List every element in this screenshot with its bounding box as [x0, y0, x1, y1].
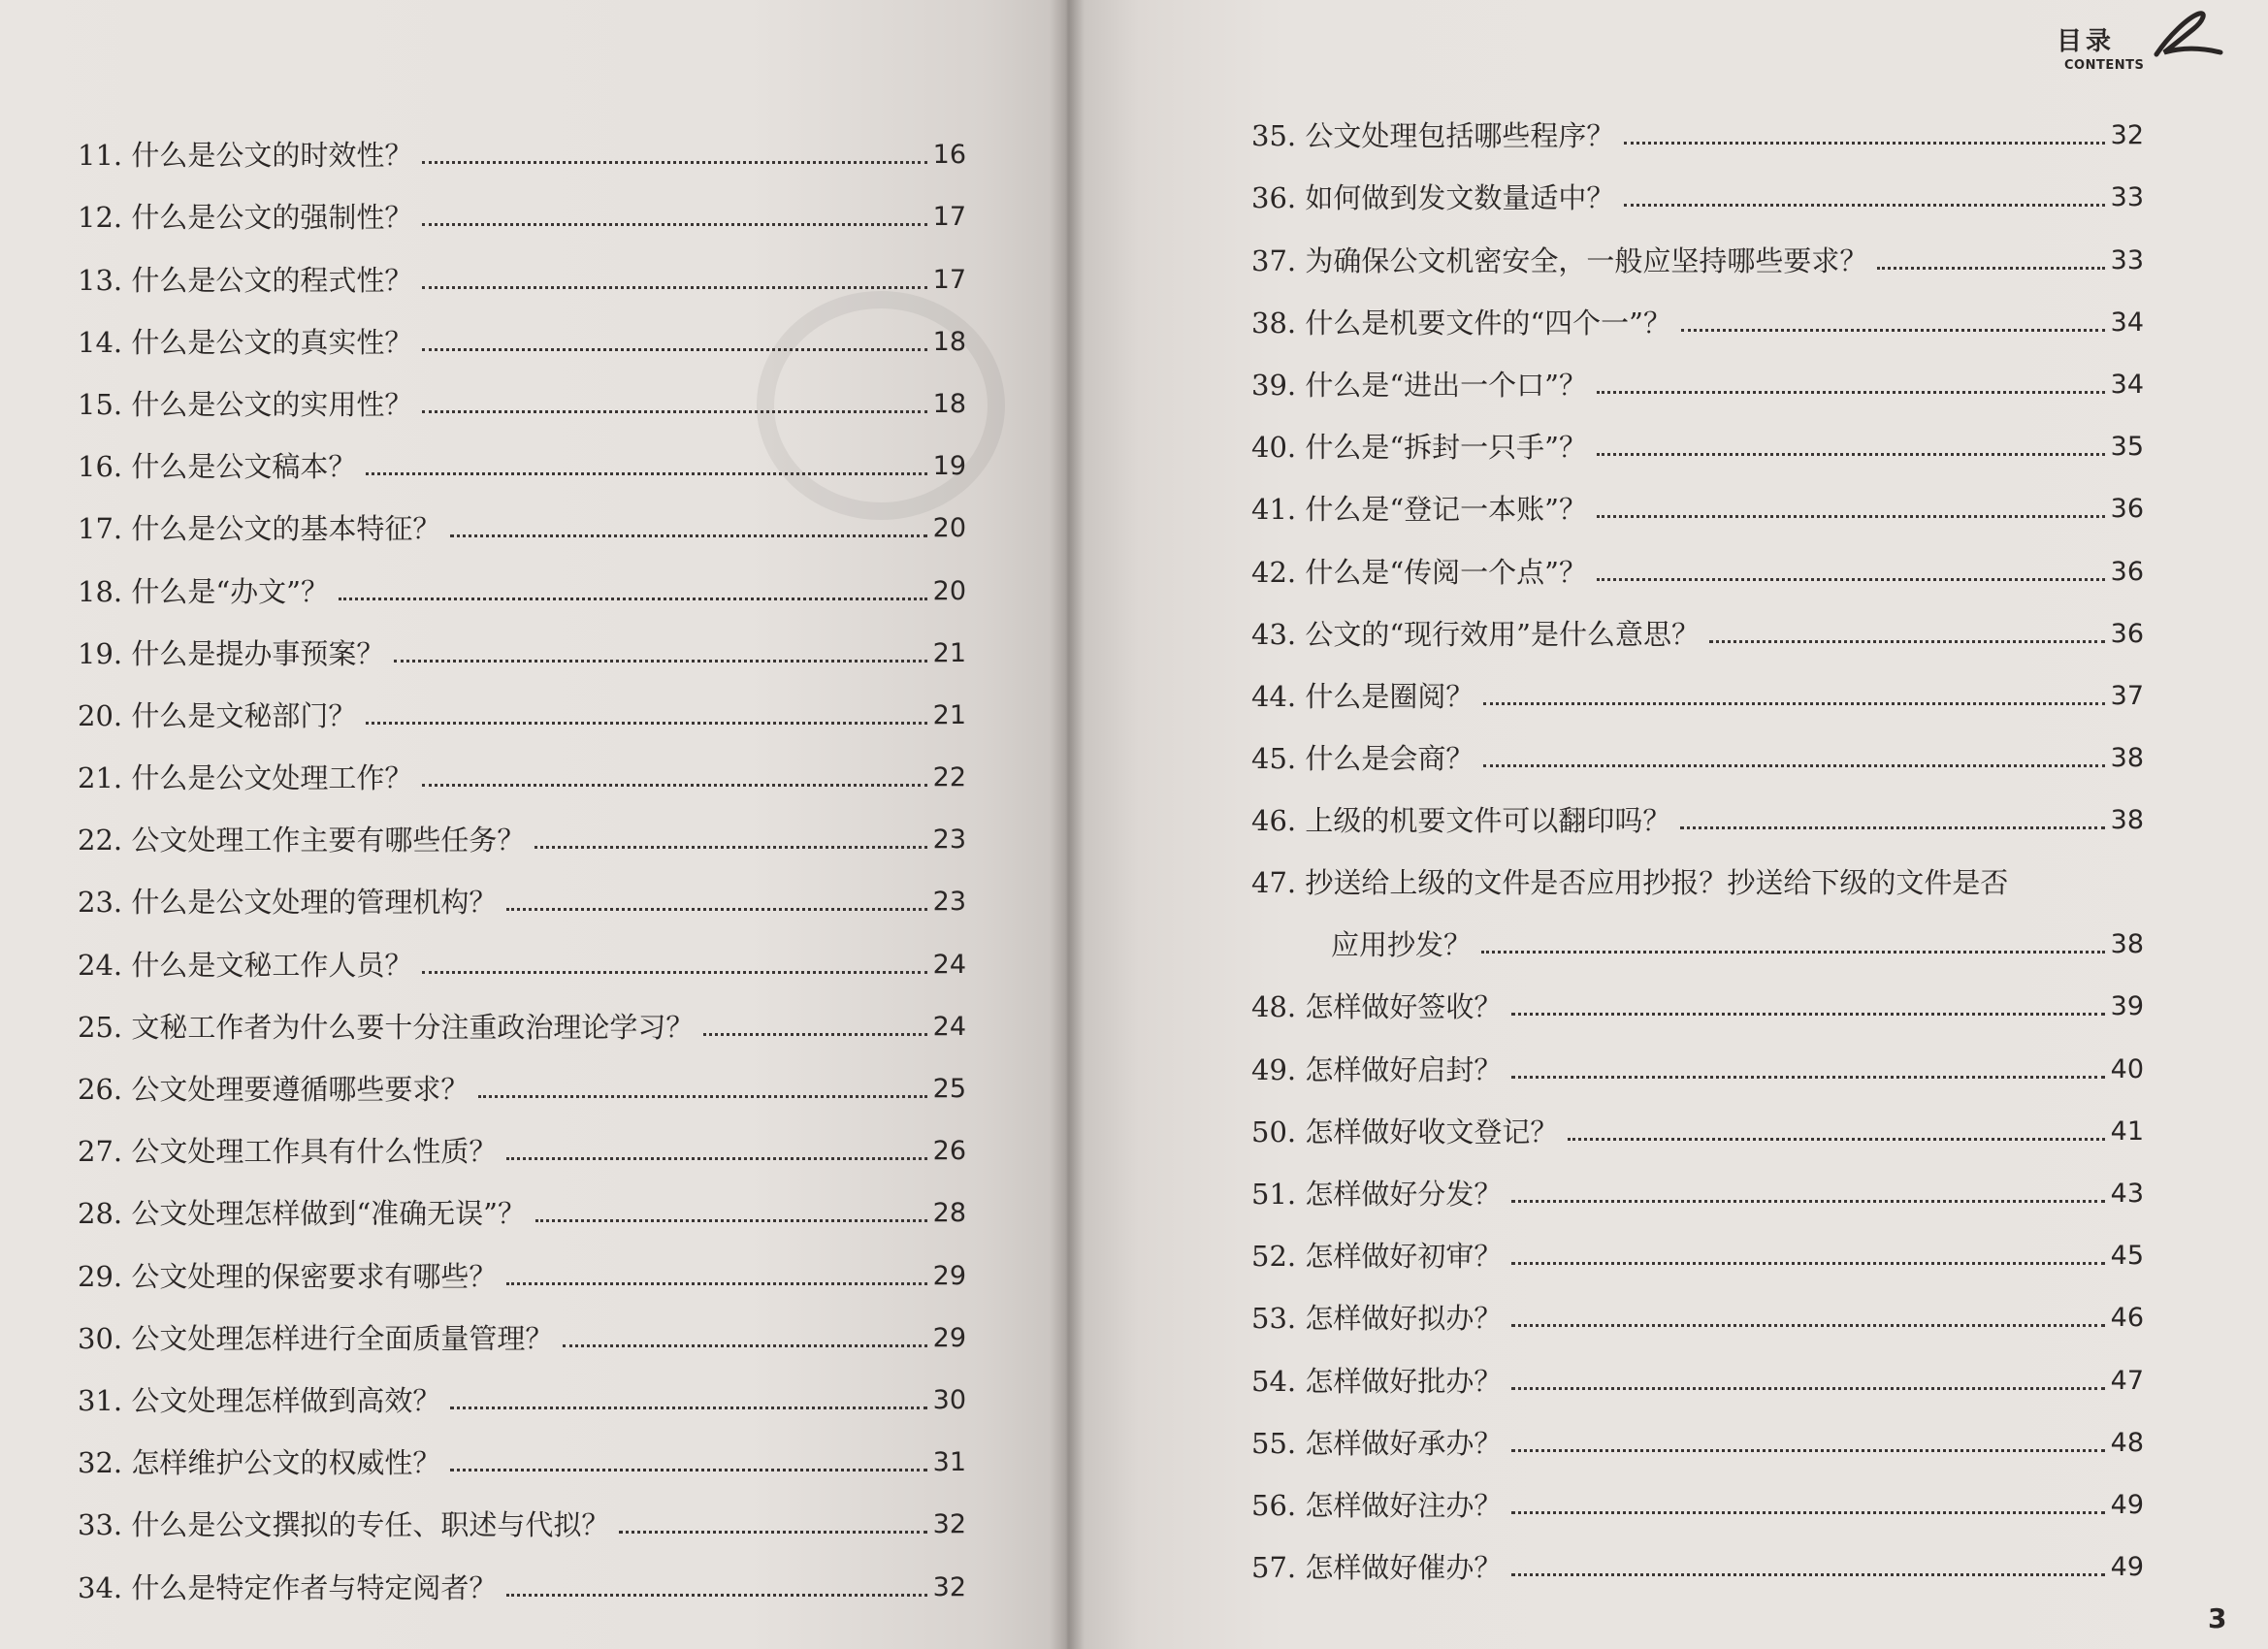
toc-entry[interactable] [78, 1237, 970, 1299]
toc-entry-page: 46 [2110, 1303, 2144, 1334]
toc-entry[interactable] [1251, 658, 2144, 720]
toc-entry[interactable] [78, 1424, 970, 1486]
left-toc-list [78, 116, 970, 1611]
dot-leader [1483, 702, 2104, 705]
toc-entry-title: 21. 什么是公文处理工作？ [78, 761, 413, 795]
page-header-subtitle: CONTENTS [2064, 58, 2145, 73]
toc-entry-title: 25. 文秘工作者为什么要十分注重政治理论学习？ [78, 1010, 695, 1044]
toc-entry-title: 53. 怎样做好拟办？ [1251, 1302, 1503, 1336]
toc-entry-page: 32 [2110, 120, 2144, 151]
toc-entry[interactable] [78, 1486, 970, 1548]
toc-entry-wrapped[interactable] [1251, 844, 2144, 968]
toc-entry[interactable] [1251, 1217, 2144, 1279]
dot-leader [339, 598, 927, 600]
toc-entry[interactable] [1251, 221, 2144, 283]
toc-entry-page: 29 [932, 1260, 966, 1291]
toc-entry-title: 30. 公文处理怎样进行全面质量管理？ [78, 1321, 554, 1355]
toc-entry-page: 32 [932, 1571, 966, 1602]
toc-entry-title: 36. 如何做到发文数量适中？ [1251, 181, 1615, 215]
toc-entry[interactable] [78, 552, 970, 614]
toc-entry-page: 49 [2110, 1489, 2144, 1520]
dot-leader [535, 1219, 927, 1222]
toc-entry-page: 20 [932, 513, 966, 544]
dot-leader [506, 1157, 926, 1160]
toc-entry-page: 38 [2110, 805, 2144, 836]
dot-leader [422, 286, 926, 289]
dot-leader [422, 348, 926, 351]
toc-entry[interactable] [78, 1113, 970, 1175]
toc-entry-page: 41 [2110, 1116, 2144, 1147]
toc-entry-page: 19 [932, 451, 966, 482]
toc-entry-title: 37. 为确保公文机密安全，一般应坚持哪些要求？ [1251, 243, 1868, 277]
toc-entry-page: 36 [2110, 494, 2144, 525]
dot-leader [563, 1344, 926, 1347]
toc-entry-title: 17. 什么是公文的基本特征？ [78, 512, 441, 546]
toc-entry-title: 56. 怎样做好注办？ [1251, 1488, 1503, 1522]
dot-leader [394, 660, 926, 663]
toc-entry-title: 18. 什么是“办文”？ [78, 574, 329, 608]
page-header-title: 目录 [2057, 27, 2116, 56]
toc-entry-title: 28. 公文处理怎样做到“准确无误”？ [78, 1197, 526, 1231]
dot-leader [619, 1531, 926, 1534]
toc-entry-page: 20 [932, 575, 966, 606]
toc-entry[interactable] [1251, 1030, 2144, 1092]
toc-entry-page: 33 [2110, 182, 2144, 213]
toc-entry-page: 17 [932, 202, 966, 233]
toc-entry[interactable] [78, 801, 970, 863]
toc-entry[interactable] [1251, 408, 2144, 470]
dot-leader [422, 161, 926, 164]
toc-entry-title: 39. 什么是“进出一个口”？ [1251, 368, 1587, 402]
toc-entry-title: 41. 什么是“登记一本账”？ [1251, 493, 1587, 527]
toc-entry[interactable] [1251, 159, 2144, 221]
toc-entry[interactable] [78, 1051, 970, 1113]
dot-leader [703, 1033, 926, 1036]
toc-entry-title: 33. 什么是公文撰拟的专任、职述与代拟？ [78, 1508, 610, 1542]
toc-entry-title: 48. 怎样做好签收？ [1251, 990, 1503, 1024]
toc-entry-title: 13. 什么是公文的程式性？ [78, 263, 413, 297]
toc-entry[interactable] [78, 925, 970, 987]
right-toc-list [1251, 97, 2144, 1591]
toc-entry[interactable] [1251, 1467, 2144, 1529]
dot-leader [1511, 1573, 2104, 1576]
dot-leader [450, 534, 926, 537]
toc-entry[interactable] [78, 988, 970, 1051]
toc-entry-page: 34 [2110, 307, 2144, 338]
toc-entry[interactable] [1251, 1405, 2144, 1467]
toc-entry-page: 43 [2110, 1179, 2144, 1209]
toc-entry[interactable] [78, 1300, 970, 1362]
toc-entry-page: 23 [932, 887, 966, 918]
toc-entry-page: 38 [2110, 929, 2144, 960]
toc-entry[interactable] [1251, 720, 2144, 782]
toc-entry-page: 48 [2110, 1427, 2144, 1458]
dot-leader [1597, 453, 2105, 456]
toc-entry[interactable] [1251, 1279, 2144, 1342]
dot-leader [1511, 1200, 2104, 1203]
dot-leader [422, 223, 926, 226]
toc-entry[interactable] [78, 677, 970, 739]
dot-leader [1681, 329, 2105, 332]
toc-entry-page: 33 [2110, 244, 2144, 275]
dot-leader [1568, 1138, 2104, 1141]
dot-leader [535, 846, 926, 849]
toc-entry-page: 28 [932, 1198, 966, 1229]
toc-entry[interactable] [78, 116, 970, 178]
dot-leader [478, 1095, 926, 1098]
toc-entry-title: 50. 怎样做好收文登记？ [1251, 1115, 1559, 1148]
toc-entry[interactable] [78, 1175, 970, 1237]
dot-leader [506, 1282, 926, 1285]
toc-entry[interactable] [78, 241, 970, 303]
toc-entry-title: 38. 什么是机要文件的“四个一”？ [1251, 306, 1671, 340]
toc-entry-page: 17 [932, 264, 966, 295]
toc-entry[interactable] [78, 490, 970, 552]
toc-entry[interactable] [78, 178, 970, 241]
toc-entry-title: 16. 什么是公文稿本？ [78, 450, 357, 484]
dot-leader [422, 784, 926, 787]
toc-entry-title: 43. 公文的“现行效用”是什么意思？ [1251, 617, 1700, 651]
toc-entry[interactable] [1251, 1093, 2144, 1155]
toc-entry-page: 32 [932, 1509, 966, 1540]
left-page [0, 0, 1067, 1649]
book-gutter [1050, 0, 1085, 1649]
toc-entry-page: 24 [932, 949, 966, 980]
toc-entry-title: 26. 公文处理要遵循哪些要求？ [78, 1073, 470, 1106]
toc-entry-title: 45. 什么是会商？ [1251, 742, 1474, 776]
toc-entry[interactable] [1251, 1155, 2144, 1217]
toc-entry-title: 22. 公文处理工作主要有哪些任务？ [78, 824, 526, 857]
toc-entry-page: 30 [932, 1384, 966, 1415]
dot-leader [422, 971, 926, 974]
toc-entry[interactable] [78, 366, 970, 428]
dot-leader [506, 908, 926, 911]
dot-leader [1877, 267, 2104, 270]
dot-leader [1511, 1511, 2104, 1514]
toc-entry[interactable] [1251, 968, 2144, 1030]
toc-entry-page: 40 [2110, 1053, 2144, 1084]
dot-leader [450, 1469, 926, 1471]
toc-entry-title: 12. 什么是公文的强制性？ [78, 201, 413, 235]
toc-entry-page: 36 [2110, 618, 2144, 649]
toc-entry[interactable] [78, 615, 970, 677]
toc-entry[interactable] [78, 1548, 970, 1610]
dot-leader [366, 472, 926, 475]
toc-entry-title: 49. 怎样做好启封？ [1251, 1052, 1503, 1086]
toc-entry[interactable] [78, 863, 970, 925]
toc-entry-title: 32. 怎样维护公文的权威性？ [78, 1446, 441, 1480]
right-page [1067, 0, 2268, 1649]
dot-leader [1511, 1324, 2104, 1327]
toc-entry-title: 14. 什么是公文的真实性？ [78, 325, 413, 359]
dot-leader [506, 1594, 926, 1597]
toc-entry-title: 15. 什么是公文的实用性？ [78, 387, 413, 421]
dot-leader [1511, 1076, 2104, 1079]
toc-entry-page: 47 [2110, 1365, 2144, 1396]
dot-leader [366, 722, 926, 725]
toc-entry[interactable] [1251, 97, 2144, 159]
dot-leader [1709, 640, 2105, 643]
toc-entry-title: 40. 什么是“拆封一只手”？ [1251, 431, 1587, 465]
toc-entry-title: 54. 怎样做好批办？ [1251, 1364, 1503, 1398]
toc-entry-page: 16 [932, 140, 966, 171]
toc-entry-page: 23 [932, 824, 966, 856]
dot-leader [450, 1406, 926, 1409]
toc-entry-title: 42. 什么是“传阅一个点”？ [1251, 555, 1587, 589]
toc-entry-title: 24. 什么是文秘工作人员？ [78, 948, 413, 982]
toc-entry-page: 29 [932, 1322, 966, 1353]
toc-entry-title: 11. 什么是公文的时效性？ [78, 139, 413, 173]
pen-stroke-logo-icon [2139, 8, 2226, 61]
toc-entry-page: 21 [932, 637, 966, 668]
dot-leader [1597, 515, 2105, 518]
dot-leader [1624, 204, 2104, 207]
toc-entry-page: 18 [932, 326, 966, 357]
dot-leader [1680, 826, 2104, 829]
toc-entry-page: 21 [932, 699, 966, 730]
dot-leader [1511, 1262, 2104, 1265]
dot-leader [1481, 951, 2105, 954]
toc-entry-page: 35 [2110, 432, 2144, 463]
toc-entry-title-continued: 应用抄发？ [1331, 928, 1473, 962]
toc-entry[interactable] [78, 304, 970, 366]
toc-entry-title: 20. 什么是文秘部门？ [78, 698, 357, 732]
toc-entry[interactable] [78, 428, 970, 490]
toc-entry-title: 52. 怎样做好初审？ [1251, 1240, 1503, 1274]
dot-leader [1597, 578, 2105, 581]
toc-entry-title: 55. 怎样做好承办？ [1251, 1426, 1503, 1460]
toc-entry-title: 27. 公文处理工作具有什么性质？ [78, 1135, 498, 1169]
toc-entry-page: 34 [2110, 369, 2144, 400]
toc-entry-page: 18 [932, 388, 966, 419]
toc-entry[interactable] [1251, 346, 2144, 408]
toc-entry[interactable] [78, 1362, 970, 1424]
toc-entry[interactable] [1251, 1529, 2144, 1591]
dot-leader [1511, 1449, 2104, 1452]
toc-entry[interactable] [1251, 284, 2144, 346]
toc-entry-page: 26 [932, 1136, 966, 1167]
dot-leader [1511, 1013, 2104, 1016]
toc-entry-page: 49 [2110, 1552, 2144, 1583]
toc-entry-title: 34. 什么是特定作者与特定阅者？ [78, 1570, 498, 1604]
toc-entry-page: 37 [2110, 680, 2144, 711]
toc-entry-title: 57. 怎样做好催办？ [1251, 1551, 1503, 1585]
toc-entry-title: 35. 公文处理包括哪些程序？ [1251, 119, 1615, 153]
toc-entry[interactable] [1251, 533, 2144, 595]
toc-entry-page: 39 [2110, 991, 2144, 1022]
toc-entry-title: 51. 怎样做好分发？ [1251, 1178, 1503, 1211]
dot-leader [1511, 1387, 2104, 1390]
dot-leader [422, 410, 926, 413]
toc-entry[interactable] [1251, 596, 2144, 658]
toc-entry-title: 29. 公文处理的保密要求有哪些？ [78, 1259, 498, 1293]
toc-entry-title: 31. 公文处理怎样做到高效？ [78, 1383, 441, 1417]
toc-entry-title: 19. 什么是提办事预案？ [78, 636, 385, 670]
toc-entry-title: 47. 抄送给上级的文件是否应用抄报？抄送给下级的文件是否 [1251, 866, 2009, 900]
toc-entry-page: 24 [932, 1011, 966, 1042]
dot-leader [1597, 391, 2105, 394]
toc-entry-title: 46. 上级的机要文件可以翻印吗？ [1251, 804, 1671, 838]
toc-entry-page: 25 [932, 1074, 966, 1104]
toc-entry-page: 36 [2110, 556, 2144, 587]
toc-entry[interactable] [1251, 1342, 2144, 1404]
toc-entry-title: 44. 什么是圈阅？ [1251, 679, 1474, 713]
page-number: 3 [2208, 1602, 2227, 1634]
toc-entry[interactable] [78, 739, 970, 801]
toc-entry[interactable] [1251, 470, 2144, 533]
dot-leader [1624, 142, 2104, 145]
dot-leader [1483, 764, 2104, 767]
toc-entry-page: 38 [2110, 743, 2144, 774]
toc-entry-page: 22 [932, 762, 966, 793]
toc-entry[interactable] [1251, 782, 2144, 844]
toc-entry-title: 23. 什么是公文处理的管理机构？ [78, 886, 498, 920]
toc-entry-page: 31 [932, 1447, 966, 1478]
toc-entry-page: 45 [2110, 1241, 2144, 1272]
